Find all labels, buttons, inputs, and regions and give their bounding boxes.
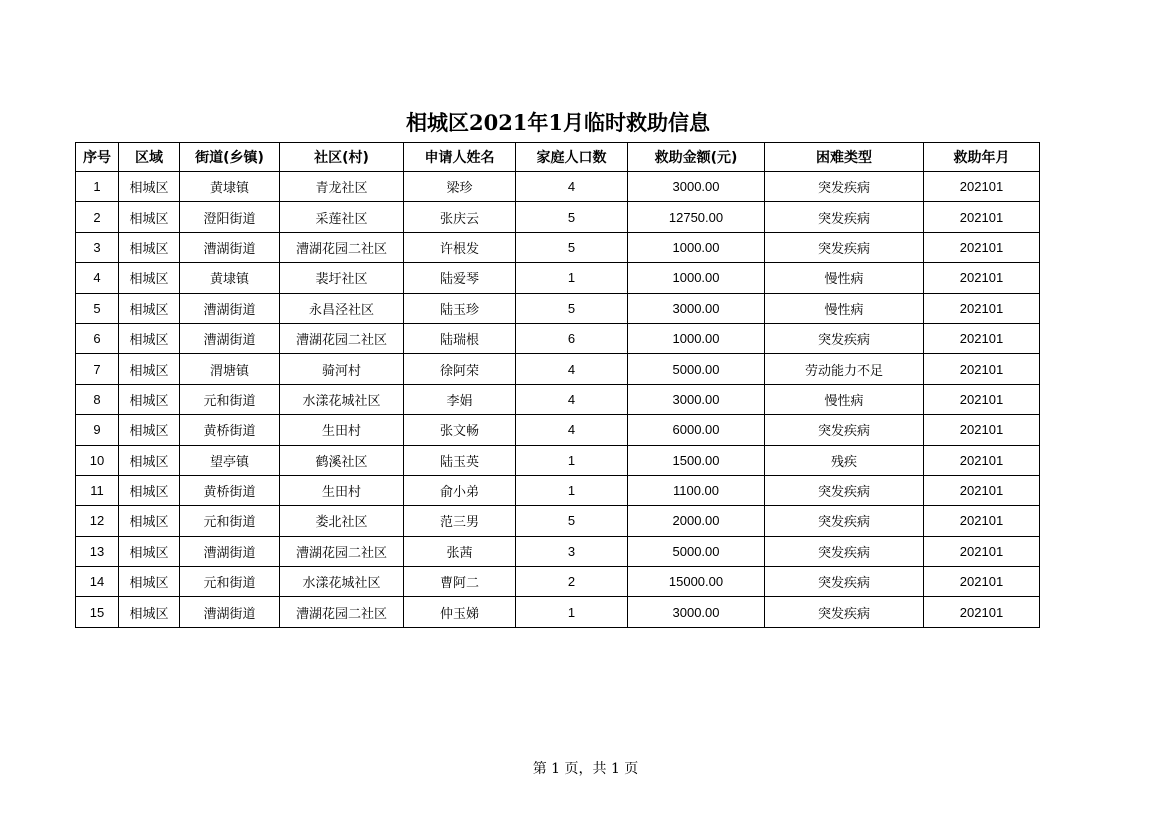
cell-street: 漕湖街道 bbox=[180, 293, 280, 323]
cell-hardship-type: 突发疾病 bbox=[765, 202, 924, 232]
cell-amount: 5000.00 bbox=[628, 536, 765, 566]
column-header-amount: 救助金额(元) bbox=[628, 143, 765, 172]
cell-street: 澄阳街道 bbox=[180, 202, 280, 232]
cell-household-size: 1 bbox=[516, 445, 628, 475]
cell-hardship-type: 突发疾病 bbox=[765, 567, 924, 597]
cell-hardship-type: 突发疾病 bbox=[765, 232, 924, 262]
cell-household-size: 1 bbox=[516, 475, 628, 505]
cell-index: 15 bbox=[76, 597, 119, 627]
cell-index: 1 bbox=[76, 172, 119, 202]
cell-street: 黄埭镇 bbox=[180, 172, 280, 202]
cell-street: 漕湖街道 bbox=[180, 232, 280, 262]
cell-hardship-type: 残疾 bbox=[765, 445, 924, 475]
cell-district: 相城区 bbox=[119, 263, 180, 293]
cell-relief-month: 202101 bbox=[924, 293, 1040, 323]
column-header-district: 区域 bbox=[119, 143, 180, 172]
cell-amount: 6000.00 bbox=[628, 415, 765, 445]
cell-household-size: 4 bbox=[516, 172, 628, 202]
cell-district: 相城区 bbox=[119, 475, 180, 505]
cell-household-size: 4 bbox=[516, 415, 628, 445]
table-row bbox=[76, 475, 1040, 505]
cell-community: 生田村 bbox=[280, 475, 404, 505]
cell-street: 黄埭镇 bbox=[180, 263, 280, 293]
cell-applicant: 梁珍 bbox=[404, 172, 516, 202]
cell-index: 4 bbox=[76, 263, 119, 293]
cell-street: 元和街道 bbox=[180, 384, 280, 414]
cell-district: 相城区 bbox=[119, 232, 180, 262]
cell-household-size: 1 bbox=[516, 263, 628, 293]
cell-community: 水漾花城社区 bbox=[280, 384, 404, 414]
table-row bbox=[76, 293, 1040, 323]
cell-community: 采莲社区 bbox=[280, 202, 404, 232]
cell-relief-month: 202101 bbox=[924, 172, 1040, 202]
cell-district: 相城区 bbox=[119, 202, 180, 232]
cell-community: 娄北社区 bbox=[280, 506, 404, 536]
cell-district: 相城区 bbox=[119, 445, 180, 475]
cell-household-size: 5 bbox=[516, 202, 628, 232]
cell-applicant: 陆玉英 bbox=[404, 445, 516, 475]
cell-amount: 3000.00 bbox=[628, 293, 765, 323]
cell-relief-month: 202101 bbox=[924, 506, 1040, 536]
cell-amount: 1000.00 bbox=[628, 232, 765, 262]
cell-relief-month: 202101 bbox=[924, 384, 1040, 414]
table-row bbox=[76, 415, 1040, 445]
cell-applicant: 仲玉娣 bbox=[404, 597, 516, 627]
table-row bbox=[76, 172, 1040, 202]
cell-index: 9 bbox=[76, 415, 119, 445]
cell-district: 相城区 bbox=[119, 597, 180, 627]
cell-community: 裴圩社区 bbox=[280, 263, 404, 293]
cell-community: 漕湖花园二社区 bbox=[280, 323, 404, 353]
cell-community: 永昌泾社区 bbox=[280, 293, 404, 323]
column-header-applicant: 申请人姓名 bbox=[404, 143, 516, 172]
cell-community: 漕湖花园二社区 bbox=[280, 597, 404, 627]
cell-community: 骑河村 bbox=[280, 354, 404, 384]
cell-index: 5 bbox=[76, 293, 119, 323]
cell-hardship-type: 突发疾病 bbox=[765, 475, 924, 505]
cell-applicant: 李娟 bbox=[404, 384, 516, 414]
cell-community: 生田村 bbox=[280, 415, 404, 445]
cell-household-size: 4 bbox=[516, 354, 628, 384]
cell-district: 相城区 bbox=[119, 384, 180, 414]
cell-street: 望亭镇 bbox=[180, 445, 280, 475]
cell-index: 14 bbox=[76, 567, 119, 597]
cell-amount: 3000.00 bbox=[628, 597, 765, 627]
cell-community: 鹤溪社区 bbox=[280, 445, 404, 475]
cell-index: 7 bbox=[76, 354, 119, 384]
cell-household-size: 6 bbox=[516, 323, 628, 353]
table-row bbox=[76, 597, 1040, 627]
cell-index: 12 bbox=[76, 506, 119, 536]
cell-district: 相城区 bbox=[119, 536, 180, 566]
cell-index: 8 bbox=[76, 384, 119, 414]
cell-district: 相城区 bbox=[119, 506, 180, 536]
cell-relief-month: 202101 bbox=[924, 202, 1040, 232]
cell-household-size: 5 bbox=[516, 232, 628, 262]
cell-relief-month: 202101 bbox=[924, 263, 1040, 293]
cell-amount: 15000.00 bbox=[628, 567, 765, 597]
table-row bbox=[76, 202, 1040, 232]
table-row bbox=[76, 384, 1040, 414]
cell-household-size: 4 bbox=[516, 384, 628, 414]
cell-amount: 3000.00 bbox=[628, 384, 765, 414]
column-header-index: 序号 bbox=[76, 143, 119, 172]
table-row bbox=[76, 263, 1040, 293]
table-row bbox=[76, 567, 1040, 597]
cell-community: 漕湖花园二社区 bbox=[280, 536, 404, 566]
cell-community: 漕湖花园二社区 bbox=[280, 232, 404, 262]
cell-applicant: 张文畅 bbox=[404, 415, 516, 445]
cell-community: 水漾花城社区 bbox=[280, 567, 404, 597]
cell-index: 13 bbox=[76, 536, 119, 566]
column-header-community: 社区(村) bbox=[280, 143, 404, 172]
cell-district: 相城区 bbox=[119, 354, 180, 384]
cell-community: 青龙社区 bbox=[280, 172, 404, 202]
cell-index: 11 bbox=[76, 475, 119, 505]
column-header-relief-month: 救助年月 bbox=[924, 143, 1040, 172]
cell-index: 3 bbox=[76, 232, 119, 262]
cell-relief-month: 202101 bbox=[924, 232, 1040, 262]
cell-relief-month: 202101 bbox=[924, 445, 1040, 475]
cell-amount: 1000.00 bbox=[628, 263, 765, 293]
cell-street: 黄桥街道 bbox=[180, 475, 280, 505]
cell-district: 相城区 bbox=[119, 293, 180, 323]
cell-relief-month: 202101 bbox=[924, 354, 1040, 384]
cell-index: 2 bbox=[76, 202, 119, 232]
cell-amount: 3000.00 bbox=[628, 172, 765, 202]
table-header-row bbox=[76, 143, 1040, 172]
cell-hardship-type: 突发疾病 bbox=[765, 536, 924, 566]
cell-street: 漕湖街道 bbox=[180, 323, 280, 353]
cell-street: 渭塘镇 bbox=[180, 354, 280, 384]
column-header-hardship-type: 困难类型 bbox=[765, 143, 924, 172]
cell-index: 10 bbox=[76, 445, 119, 475]
page-footer: 第 1 页，共 1 页 bbox=[532, 761, 639, 777]
cell-district: 相城区 bbox=[119, 415, 180, 445]
cell-applicant: 俞小弟 bbox=[404, 475, 516, 505]
cell-hardship-type: 突发疾病 bbox=[765, 415, 924, 445]
cell-applicant: 陆爱琴 bbox=[404, 263, 516, 293]
cell-hardship-type: 突发疾病 bbox=[765, 323, 924, 353]
cell-applicant: 张庆云 bbox=[404, 202, 516, 232]
relief-table bbox=[75, 142, 1040, 628]
cell-relief-month: 202101 bbox=[924, 323, 1040, 353]
cell-applicant: 曹阿二 bbox=[404, 567, 516, 597]
cell-hardship-type: 突发疾病 bbox=[765, 597, 924, 627]
cell-amount: 1000.00 bbox=[628, 323, 765, 353]
table-row bbox=[76, 354, 1040, 384]
cell-household-size: 2 bbox=[516, 567, 628, 597]
cell-hardship-type: 慢性病 bbox=[765, 263, 924, 293]
page-title: 相城区2021年1月临时救助信息 bbox=[405, 110, 711, 135]
table-row bbox=[76, 232, 1040, 262]
cell-applicant: 陆瑞根 bbox=[404, 323, 516, 353]
cell-hardship-type: 慢性病 bbox=[765, 384, 924, 414]
cell-street: 元和街道 bbox=[180, 506, 280, 536]
cell-relief-month: 202101 bbox=[924, 567, 1040, 597]
cell-amount: 12750.00 bbox=[628, 202, 765, 232]
cell-street: 元和街道 bbox=[180, 567, 280, 597]
cell-district: 相城区 bbox=[119, 567, 180, 597]
cell-relief-month: 202101 bbox=[924, 415, 1040, 445]
cell-amount: 5000.00 bbox=[628, 354, 765, 384]
cell-applicant: 陆玉珍 bbox=[404, 293, 516, 323]
table-row bbox=[76, 506, 1040, 536]
cell-household-size: 3 bbox=[516, 536, 628, 566]
table-row bbox=[76, 536, 1040, 566]
cell-street: 黄桥街道 bbox=[180, 415, 280, 445]
cell-applicant: 张茜 bbox=[404, 536, 516, 566]
cell-hardship-type: 突发疾病 bbox=[765, 506, 924, 536]
cell-applicant: 范三男 bbox=[404, 506, 516, 536]
cell-applicant: 许根发 bbox=[404, 232, 516, 262]
cell-street: 漕湖街道 bbox=[180, 597, 280, 627]
table-body bbox=[76, 172, 1040, 628]
cell-relief-month: 202101 bbox=[924, 475, 1040, 505]
cell-household-size: 5 bbox=[516, 506, 628, 536]
cell-household-size: 1 bbox=[516, 597, 628, 627]
cell-relief-month: 202101 bbox=[924, 536, 1040, 566]
cell-relief-month: 202101 bbox=[924, 597, 1040, 627]
cell-index: 6 bbox=[76, 323, 119, 353]
cell-street: 漕湖街道 bbox=[180, 536, 280, 566]
cell-amount: 2000.00 bbox=[628, 506, 765, 536]
cell-hardship-type: 突发疾病 bbox=[765, 172, 924, 202]
column-header-household-size: 家庭人口数 bbox=[516, 143, 628, 172]
cell-household-size: 5 bbox=[516, 293, 628, 323]
column-header-street: 街道(乡镇) bbox=[180, 143, 280, 172]
table-row bbox=[76, 445, 1040, 475]
cell-applicant: 徐阿荣 bbox=[404, 354, 516, 384]
cell-hardship-type: 慢性病 bbox=[765, 293, 924, 323]
cell-hardship-type: 劳动能力不足 bbox=[765, 354, 924, 384]
table-row bbox=[76, 323, 1040, 353]
cell-amount: 1100.00 bbox=[628, 475, 765, 505]
cell-amount: 1500.00 bbox=[628, 445, 765, 475]
cell-district: 相城区 bbox=[119, 323, 180, 353]
cell-district: 相城区 bbox=[119, 172, 180, 202]
